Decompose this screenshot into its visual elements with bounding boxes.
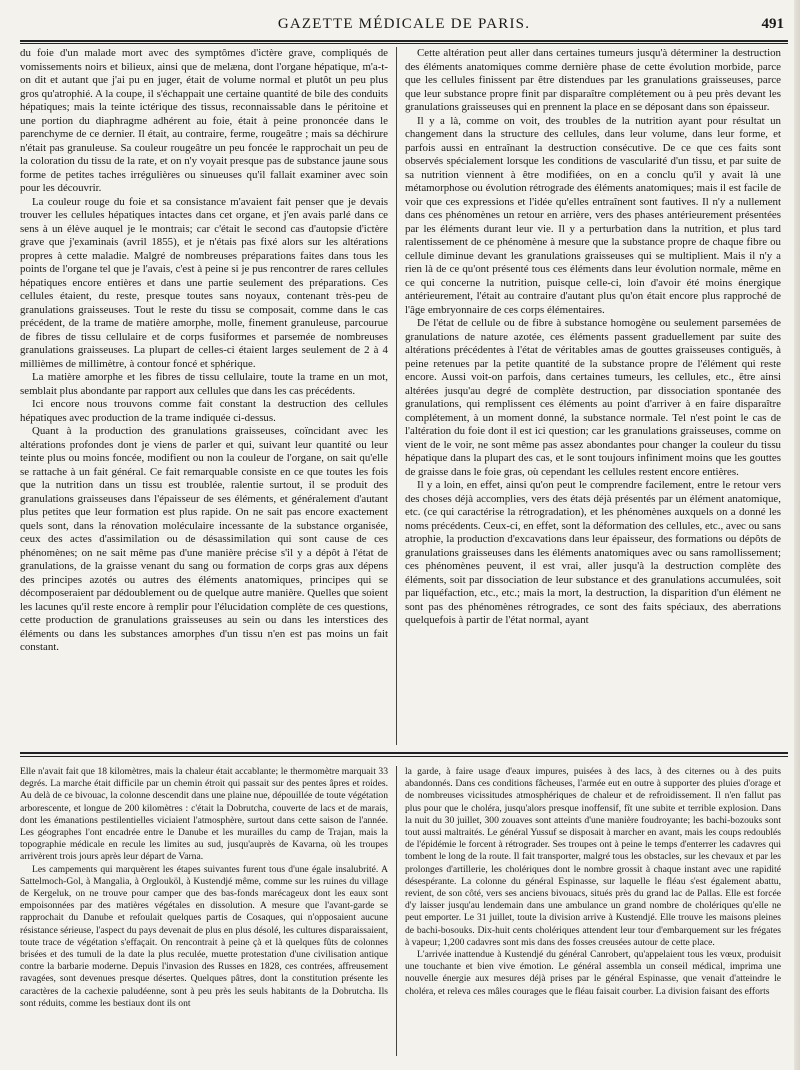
feuilleton-divider: [396, 766, 397, 1056]
page-header: [20, 14, 788, 40]
header-rule: [20, 40, 788, 44]
paragraph: du foie d'un malade mort avec des symptômes d'ictère grave, compliqués de vomissements noirs et bilieux, ainsi que de melæna, dont l'organe hépatique, m'a-t-on dit et autant que j'ai pu en juger, était de volume normal et plutôt un peu plus gros qu'atrophié. A la coupe, il s'échappait une certaine quantité de bile des conduits hépatiques; mais la teinte ictérique des tissus, reconnaissable dans le péritoine et une portion du diaphragme adhérent au foie, était à peine prononcée dans le parenchyme de ce dernier. Il était, au contraire, ferme, rougeâtre ; mais sa déchirure n'était pas granuleuse. Sa couleur rougeâtre un peu foncée le rapprochait un peu de la coloration du tissu de la rate, et on n'y voyait presque pas de substance jaune sous forme de petites taches irrégulières ou sinueuses qu'il fallait examiner avec soin pour les découvrir.: [20, 47, 388, 194]
journal-title: GAZETTE MÉDICALE DE PARIS.: [277, 16, 531, 32]
feuilleton-rule: [20, 752, 788, 757]
feuilleton-column-right: [405, 766, 781, 1058]
paragraph: Ici encore nous trouvons comme fait constant la destruction des cellules hépatiques avec production de la trame indiquée ci-dessus.: [20, 398, 388, 424]
paragraph: De l'état de cellule ou de fibre à substance homogène ou seulement parsemées de granulations de nature azotée, ces éléments passent graduellement par suite des altérations précédentes à l'état de véritables amas de gouttes graisseuses contiguës, à peine retenues par la petite quantité de la substance propre de l'élément qui reste encore. Aussi voit-on parfois, dans certaines tumeurs, les cellules, etc., être ainsi altérées jusqu'au degré de complète destruction, par dissociation spontanée des granulations, qui remplissent ces éléments au point d'arriver à en faire disparaître complétement, à un moment donné, la substance normale. Tel n'est point le cas de l'altération du foie dont il est ici question; car les granulations graisseuses, comme on vient de le voir, ne sont même pas assez abondantes pour changer la couleur du tissu hépatique dans la plupart des cas, et le sont toujours infiniment moins que les gouttes de graisse dans le foie gras, où cependant les cellules restent encore entières.: [405, 317, 781, 478]
paragraph: Cette altération peut aller dans certaines tumeurs jusqu'à déterminer la destruction des éléments anatomiques comme dernière phase de cette évolution morbide, parce que les cellules finissent par être distendues par les granulations graisseuses, parce que leur substance propre finit par disparaître complétement ou à peu près devant les granulations graisseuses qui en prennent la place en se déposant dans son épaisseur.: [405, 47, 781, 113]
paragraph: La couleur rouge du foie et sa consistance m'avaient fait penser que je devais trouver les cellules hépatiques intactes dans cet organe, et j'en avais parlé dans ce sens à un élève auquel je le montrais; car c'était le second cas d'autopsie d'ictère grave que j'examinais (avril 1855), et je n'étais pas fixé alors sur les altérations propres à cette maladie. Malgré de nombreuses préparations faites dans tous les points de l'organe tel que je l'avais, c'est à peine si je pus rencontrer de rares cellules hépatiques encore entières et dans une partie seulement des préparations. Ces cellules étaient, du reste, presque toutes sans noyaux, contenant très-peu de granulations graisseuses. Tout le reste du tissu se composait, comme dans le cas précédent, de la trame de matière amorphe, molle, finement granuleuse, parcourue de fibres de tissu cellulaire et de corps fusiformes et parsemée de nombreuses granulations graisseuses. La plupart de celles-ci étaient larges seulement de 2 à 4 millièmes de millimètre, à contour foncé et sphérique.: [20, 195, 388, 370]
paragraph: Les campements qui marquèrent les étapes suivantes furent tous d'une égale insalubrité. A Sattelmoch-Gol, à Mangalia, à Orglouköl, à Kustendjé même, comme sur les ruines du village de Kergeluk, on ne trouve pour camper que des bas-fonds marécageux dont les eaux sont empoisonnées par des matières végétales en dissolution. A mesure que l'avant-garde se rapprochait du Danube et refoulait quelques partis de Cosaques, qui n'opposaient aucune résistance sérieuse, l'aspect du pays devenait de plus en plus désolé, les cultures disparaissaient, toute trace de végétation s'effaçait. On rencontrait à peine çà et là quelques fûts de colonnes brisées et des tumuli de la date la plus reculée, muette protestation d'une civilisation antique contre la barbarie moderne. Depuis l'invasion des Russes en 1828, ces contrées, affreusement ravagées, sont devenues presque désertes. Quelques pâtres, dont la constitution présente les caractères de la cachexie paludéenne, sont à peu près les seuls habitants de la Dobrutcha. Ils sont réduits, comme les bestiaux dont ils ont: [20, 863, 388, 1009]
paragraph: Elle n'avait fait que 18 kilomètres, mais la chaleur était accablante; le thermomètre marquait 33 degrés. La marche était difficile par un chemin étroit qui passait sur des pentes âpres et roides. Au delà de ce bivouac, la colonne descendit dans une plaine nue, dépouillée de toute végétation arborescente, et longue de 200 kilomètres : c'était la Dobrutcha, couverte de lacs et de marais, dont les émanations pestilentielles viciaient l'atmosphère, surtout dans cette saison de l'année. Les géographes l'ont encadrée entre le Danube et les murailles du camp de Trajan, mais la topographie médicale en recule les limites au sud, jusqu'auprès de Kavarna, où les troupes arrivèrent trois jours après leur départ de Varna.: [20, 766, 388, 863]
feuilleton-column-left: [20, 766, 388, 1058]
column-divider: [396, 47, 397, 745]
paragraph: la garde, à faire usage d'eaux impures, puisées à des lacs, à des citernes ou à des puits abandonnés. Dans ces conditions fâcheuses, l'armée eut en outre à supporter des pluies d'orage et de nombreuses vicissitudes atmosphériques de chaleur et de refroidissement. Il n'en fallut pas plus pour que le choléra, jusqu'alors presque inoffensif, fît une subite et terrible explosion. Dans la nuit du 30 juillet, 300 zouaves sont atteints d'une manière foudroyante; les bachi-bozouks sont tout aussi maltraités. Le général Yussuf se disposait à marcher en avant, mais les coups redoublés de l'épidémie le forcent à rétrograder. Ses troupes ont à peine le temps d'enterrer les cadavres qui tombent le long de la route. Il fait transporter, malgré tous les obstacles, sur les chevaux et par les prolonges d'artillerie, les cholériques dont le nombre grossit à chaque instant avec une rapidité désespérante. La colonne du général Espinasse, sur laquelle le fléau s'est également abattu, revient, de son côté, vers ses anciens bivouacs, situés près du grand lac de Pallas. Elle est forcée d'y laisser jusqu'au lendemain dans une ambulance un grand nombre de cholériques qu'elle ne peut emporter. Le 31 juillet, toute la division arrive à Kustendjé. Elle trouve les maisons pleines de bachi-bosouks. Dix-huit cents cholériques attendent leur tour d'embarquement sur les frégates à vapeur; 1,200 cadavres sont mis dans des fosses creusées autour de cette place.: [405, 766, 781, 948]
main-column-left: [20, 47, 388, 747]
paragraph: La matière amorphe et les fibres de tissu cellulaire, toute la trame en un mot, semblait plus abondante par rapport aux cellules que dans les cas précédents.: [20, 371, 388, 397]
page-edge: [794, 0, 800, 1070]
paragraph: L'arrivée inattendue à Kustendjé du général Canrobert, qu'appelaient tous les vœux, produisit une touchante et bien vive émotion. Le général assembla un conseil médical, imprima une nouvelle énergie aux mesures déjà prises par le général Espinasse, que venait d'atteindre le choléra, et releva ces mâles courages que le fléau faisait courber. La division faisant des efforts: [405, 949, 781, 997]
paragraph: Quant à la production des granulations graisseuses, coïncidant avec les altérations profondes dont je viens de parler et qui, suivant leur quantité ou leur teinte plus ou moins foncée, modifient ou non la couleur de l'organe, on sait qu'elle se rattache à un fait général. Ce fait remarquable consiste en ce que toutes les fois que la nutrition dans un tissu est troublée, ralentie surtout, il se produit des granulations graisseuses dans l'épaisseur de ses éléments, et généralement d'autant plus petites que leur formation est plus rapide. On ne sait pas encore exactement quels sont, dans la rénovation moléculaire incessante de la substance organisée, ceux des actes d'assimilation ou de désassimilation qui sont cause de ces phénomènes; on ne sait même pas d'une manière précise s'il y a dépôt à l'état de granulations, de la graisse venant du sang ou formation de corps gras aux dépens des principes azotés ou autres des éléments anatomiques, principes qui se décomposeraient par dédoublement ou de quelque autre manière. Quelles que soient les lacunes qu'il reste encore à remplir pour l'élucidation complète de ces questions, cette production de granulations graisseuses au sein ou dans les interstices des éléments ou dans les substances amorphes d'un tissu n'en est pas moins un fait constant.: [20, 425, 388, 653]
paragraph: Il y a là, comme on voit, des troubles de la nutrition ayant pour résultat un changement dans la structure des cellules, dans leur volume, dans leur forme, et parfois aussi en entraînant la destruction consécutive. De ce que ces faits sont observés spécialement lorsque les conditions de vascularité d'un tissu, et par suite de sa nutrition viennent à être modifiées, on en a conclu qu'il y avait là une métamorphose ou évolution rétrograde des éléments anatomiques; mais il est facile de voir que ces expressions et l'idée qu'elles entraînent sont fautives. Il n'y a nullement dans ces phénomènes un retour en arrière, vers des phases antérieurement présentées par les éléments durant leur vie. Il y a perturbation dans la nutrition, et plus tard ralentissement de ce phénomène à mesure que la substance propre de chaque fibre ou cellule diminue devant les granulations graisseuses qui se multiplient. Mais il n'y a rien là de ce qu'ont présenté tous ces éléments dans leur évolution normale, même en ce qui concerne la nutrition, puisque celle-ci, loin d'avoir été moins énergique antérieurement, l'était au contraire d'autant plus qu'on était encore plus rapproché de l'âge embryonnaire de ces corps élémentaires.: [405, 114, 781, 316]
paragraph: Il y a loin, en effet, ainsi qu'on peut le comprendre facilement, entre le retour vers des choses déjà accomplies, vers des états déjà présentés par un élément anatomique, etc. (ce qui caractérise la rétrogradation), et les phénomènes auxquels on a donné les noms précédents. Ceux-ci, en effet, sont la déformation des cellules, etc., avec ou sans atrophie, la production d'excavations dans leur épaisseur, des formations ou dépôts de granulations graisseuses dans les éléments anatomiques avec ou sans ramollissement; ces phénomènes peuvent, il est vrai, aller jusqu'à la destruction complète des éléments, soit par dissociation de leur substance et des granulations accumulées, soit par liquéfaction, etc., etc.; mais la mort, la destruction, la disparition d'un élément ne sont pas des phénomènes rétrogrades, ce sont des faits spéciaux, des aberrations quelquefois à partir de l'état normal, ayant: [405, 479, 781, 626]
page-number: 491: [761, 16, 784, 32]
main-column-right: [405, 47, 781, 747]
